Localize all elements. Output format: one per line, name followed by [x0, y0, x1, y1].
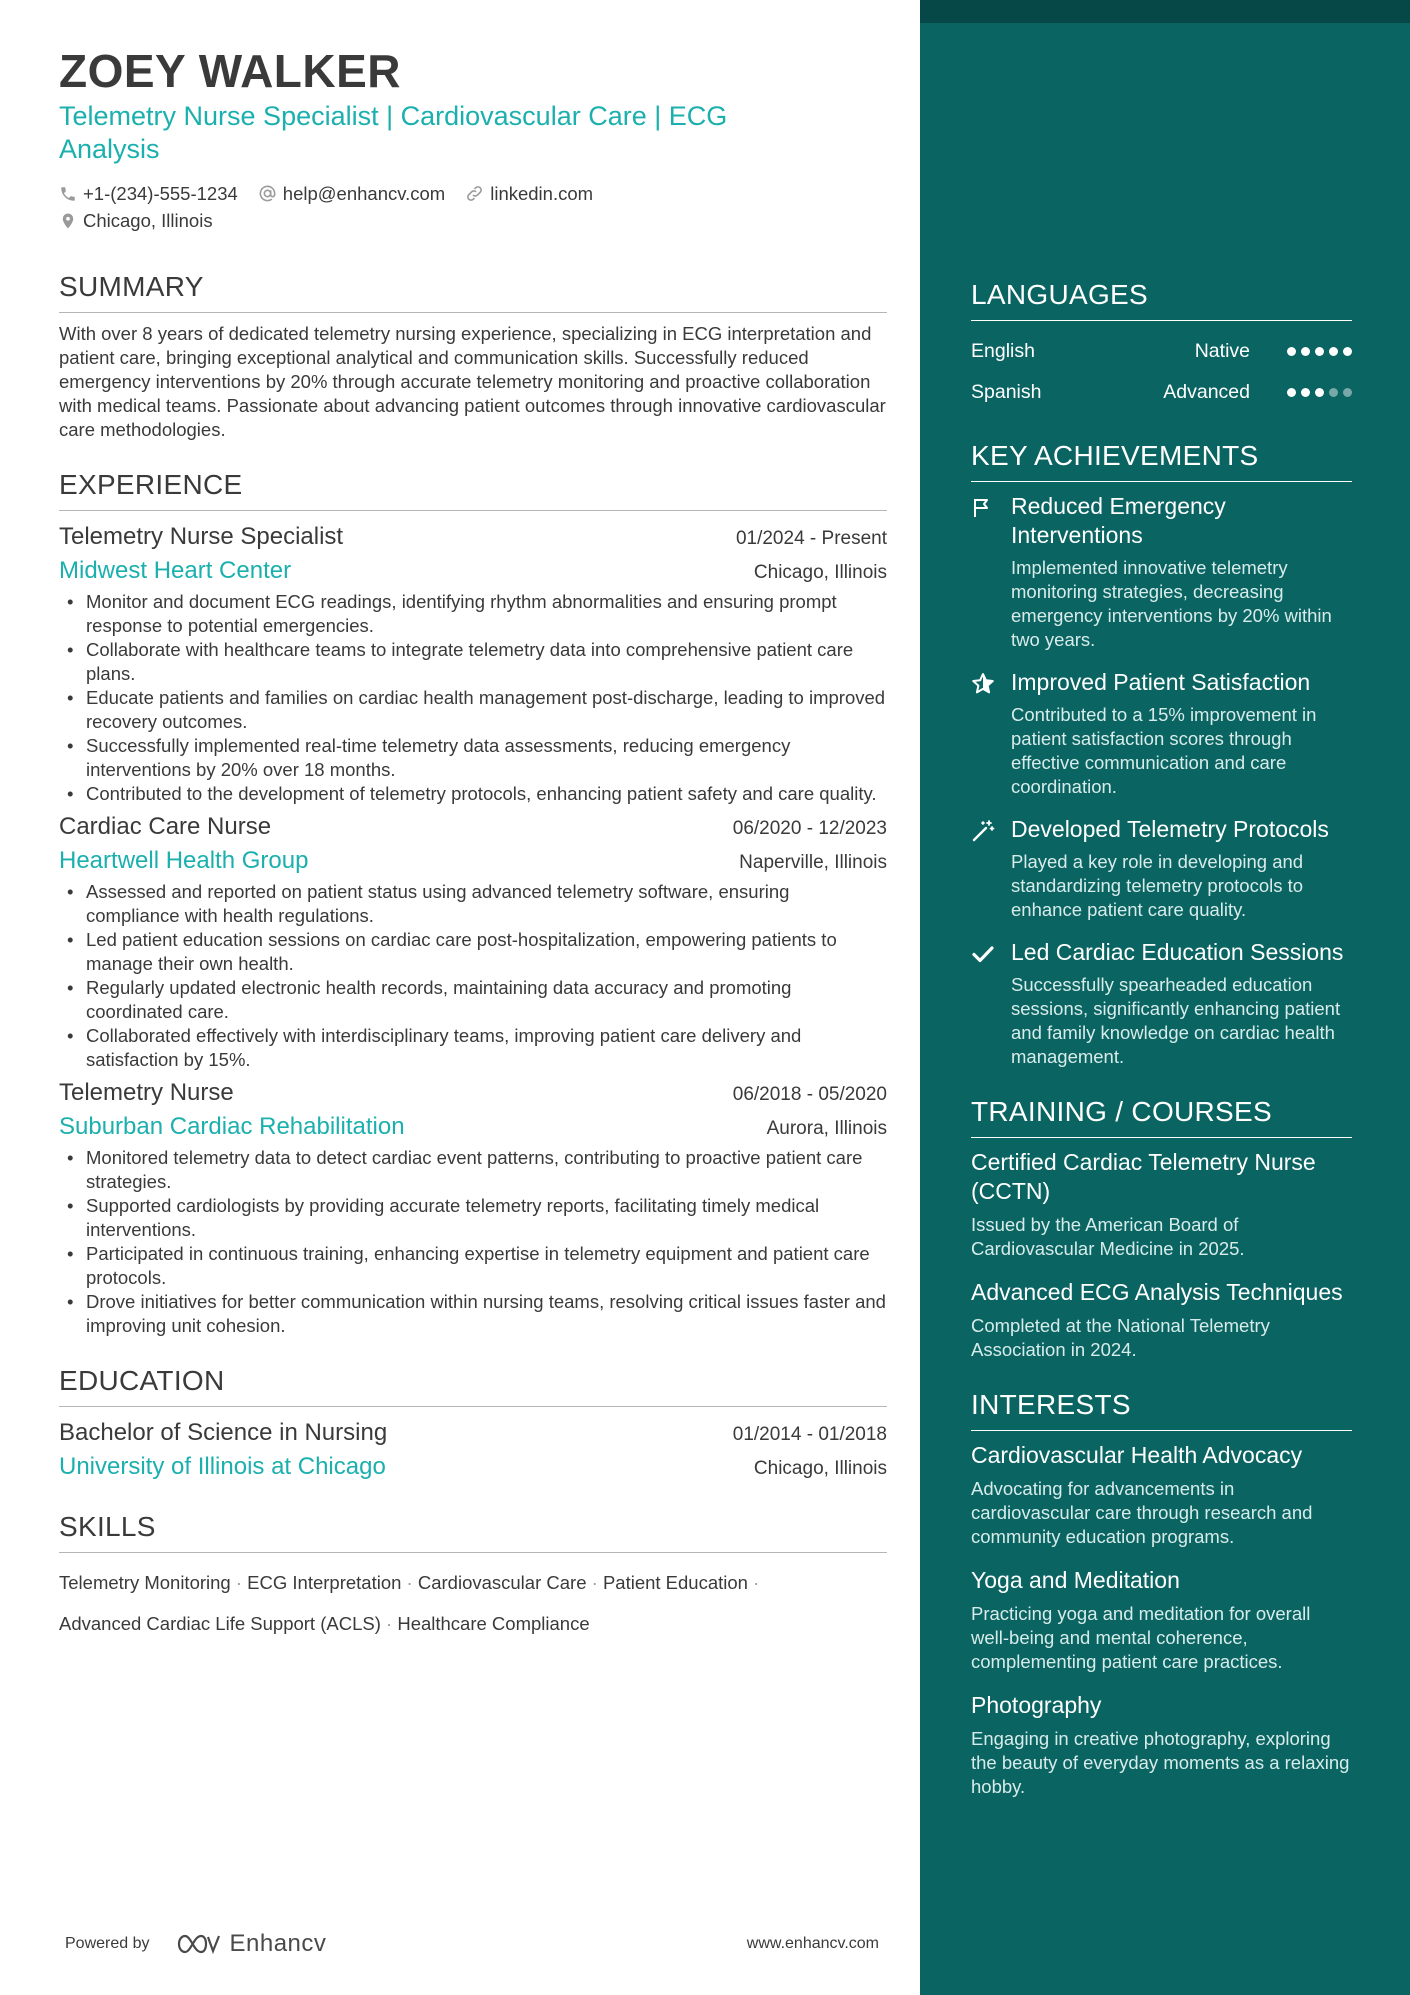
job-dates: 01/2024 - Present: [735, 528, 887, 549]
experience-section: [59, 468, 887, 1338]
interests-section: [971, 1388, 1352, 1799]
course-desc: Completed at the National Telemetry Association in 2024.: [971, 1315, 1270, 1360]
rating-dot-filled: [1301, 347, 1310, 356]
link-icon: [465, 184, 484, 203]
achievement-desc: Successfully spearheaded education sessions, significantly enhancing patient and family knowledge on cardiac health management.: [1011, 974, 1341, 1067]
rating-dot-filled: [1315, 347, 1324, 356]
education-location: Chicago, Illinois: [753, 1458, 887, 1479]
interest-item: [971, 1566, 1352, 1674]
candidate-name: ZOEY WALKER: [59, 45, 402, 97]
flag-icon: [971, 496, 995, 520]
language-rating: [1282, 388, 1352, 397]
job-role: Cardiac Care Nurse: [59, 813, 272, 840]
rating-dot-filled: [1343, 347, 1352, 356]
enhancv-logo[interactable]: [176, 1930, 327, 1958]
location-contact: [59, 210, 213, 232]
job-entry: [59, 520, 887, 806]
interest-title: Yoga and Meditation: [971, 1567, 1180, 1593]
achievements-title: KEY ACHIEVEMENTS: [971, 439, 1352, 482]
achievement-title: Reduced Emergency Interventions: [1011, 493, 1226, 548]
bullet-item: • Successfully implemented real-time telemetry data assessments, reducing emergency interventions by 20% over 18 months.: [59, 734, 887, 782]
language-row: [971, 331, 1352, 372]
job-company: Suburban Cardiac Rehabilitation: [59, 1113, 405, 1140]
education-dates: 01/2014 - 01/2018: [732, 1424, 887, 1445]
experience-title: EXPERIENCE: [59, 468, 887, 511]
achievement-title: Improved Patient Satisfaction: [1011, 669, 1311, 695]
rating-dot-empty: [1343, 388, 1352, 397]
rating-dot-filled: [1329, 347, 1338, 356]
job-role: Telemetry Nurse: [59, 1079, 234, 1106]
location-text: Chicago, Illinois: [83, 209, 213, 231]
job-location: Chicago, Illinois: [753, 562, 887, 583]
degree: Bachelor of Science in Nursing: [59, 1419, 388, 1446]
interest-desc: Practicing yoga and meditation for overall well-being and mental coherence, complementing patient care practices.: [971, 1603, 1311, 1672]
achievement-title: Developed Telemetry Protocols: [1011, 816, 1329, 842]
sidebar: [920, 0, 1410, 1995]
job-entry: [59, 810, 887, 1072]
bullet-item: • Collaborate with healthcare teams to integrate telemetry data into comprehensive patient care plans.: [59, 638, 887, 686]
powered-by-text: Powered by: [65, 1935, 150, 1952]
interest-item: [971, 1441, 1352, 1549]
job-entry: [59, 1076, 887, 1338]
interest-title: Cardiovascular Health Advocacy: [971, 1442, 1303, 1468]
skills-section: [59, 1510, 887, 1644]
skill-separator: ·: [753, 1572, 760, 1593]
training-section: [971, 1095, 1352, 1362]
job-company: Heartwell Health Group: [59, 847, 309, 874]
skill-separator: ·: [235, 1572, 243, 1593]
achievement-desc: Played a key role in developing and standardizing telemetry protocols to enhance patient care quality.: [1011, 851, 1304, 920]
language-level: Advanced: [1163, 381, 1250, 403]
course-desc: Issued by the American Board of Cardiovascular Medicine in 2025.: [971, 1214, 1245, 1259]
website-link[interactable]: www.enhancv.com: [746, 1935, 879, 1952]
skills-row: [59, 1562, 887, 1603]
rating-dot-filled: [1315, 388, 1324, 397]
sidebar-top-bar: [920, 0, 1410, 23]
location-pin-icon: [59, 212, 77, 230]
achievement-item: [971, 492, 1352, 652]
skills-row: [59, 1603, 887, 1644]
bullet-item: • Educate patients and families on cardiac health management post-discharge, leading to improved recovery outcomes.: [59, 686, 887, 734]
interest-desc: Advocating for advancements in cardiovascular care through research and community education programs.: [971, 1478, 1313, 1547]
contact-info: [59, 180, 887, 234]
achievement-title: Led Cardiac Education Sessions: [1011, 939, 1344, 965]
job-dates: 06/2018 - 05/2020: [732, 1084, 887, 1105]
job-bullets: [59, 880, 887, 1072]
summary-title: SUMMARY: [59, 270, 887, 313]
achievement-item: [971, 815, 1352, 922]
education-section: [59, 1364, 887, 1484]
bullet-item: • Participated in continuous training, enhancing expertise in telemetry equipment and patient care protocols.: [59, 1242, 887, 1290]
skill-separator: ·: [591, 1572, 598, 1593]
rating-dot-filled: [1287, 388, 1296, 397]
job-role: Telemetry Nurse Specialist: [59, 523, 344, 550]
interest-desc: Engaging in creative photography, exploring the beauty of everyday moments as a relaxing hobby.: [971, 1728, 1350, 1797]
email-text: help@enhancv.com: [282, 182, 446, 204]
skills-title: SKILLS: [59, 1510, 887, 1553]
achievement-desc: Implemented innovative telemetry monitoring strategies, decreasing emergency interventions by 20% within two years.: [1011, 557, 1332, 650]
skill-separator: ·: [406, 1572, 413, 1593]
bullet-item: • Drove initiatives for better communication within nursing teams, resolving critical issues faster and improving unit cohesion.: [59, 1290, 887, 1338]
bullet-item: • Led patient education sessions on cardiac care post-hospitalization, empowering patients to manage their own health.: [59, 928, 887, 976]
education-title: EDUCATION: [59, 1364, 887, 1407]
brand-name: Enhancv: [229, 1930, 327, 1957]
language-level: Native: [1194, 340, 1250, 362]
bullet-item: • Monitor and document ECG readings, identifying rhythm abnormalities and ensuring prompt response to potential emergencies.: [59, 590, 887, 638]
interests-title: INTERESTS: [971, 1388, 1352, 1431]
job-bullets: [59, 1146, 887, 1338]
bullet-item: • Supported cardiologists by providing accurate telemetry reports, facilitating timely medical interventions.: [59, 1194, 887, 1242]
phone-text: +1-(234)-555-1234: [83, 182, 238, 204]
headline: Telemetry Nurse Specialist | Cardiovascular Care | ECG Analysis: [59, 101, 728, 164]
at-icon: [258, 184, 277, 203]
phone-icon: [59, 185, 77, 203]
skill-item: Patient Education: [602, 1572, 748, 1593]
bullet-item: • Assessed and reported on patient status using advanced telemetry software, ensuring compliance with health regulations.: [59, 880, 887, 928]
school: University of Illinois at Chicago: [59, 1453, 386, 1480]
interest-title: Photography: [971, 1692, 1102, 1718]
bullet-item: • Regularly updated electronic health records, maintaining data accuracy and promoting coordinated care.: [59, 976, 887, 1024]
rating-dot-empty: [1329, 388, 1338, 397]
course-title: Advanced ECG Analysis Techniques: [971, 1279, 1343, 1305]
job-bullets: [59, 590, 887, 806]
rating-dot-filled: [1301, 388, 1310, 397]
skill-item: Healthcare Compliance: [397, 1613, 590, 1634]
languages-section: [971, 278, 1352, 413]
skill-item: Advanced Cardiac Life Support (ACLS): [59, 1613, 381, 1634]
phone-contact[interactable]: [59, 183, 238, 205]
footer: [65, 1930, 879, 1958]
linkedin-text: linkedin.com: [490, 182, 594, 204]
skill-item: Telemetry Monitoring: [59, 1572, 231, 1593]
magic-wand-icon: [971, 819, 995, 843]
bullet-item: • Collaborated effectively with interdisciplinary teams, improving patient care delivery and satisfaction by 15%.: [59, 1024, 887, 1072]
language-name: Spanish: [971, 381, 1042, 403]
summary-section: [59, 270, 887, 442]
language-row: [971, 372, 1352, 413]
skill-separator: ·: [386, 1613, 393, 1634]
enhancv-logo-icon: [176, 1932, 222, 1956]
job-location: Aurora, Illinois: [766, 1118, 887, 1139]
job-company: Midwest Heart Center: [59, 557, 292, 584]
course-item: [971, 1278, 1352, 1362]
course-item: [971, 1148, 1352, 1261]
achievement-desc: Contributed to a 15% improvement in patient satisfaction scores through effective communication and care coordination.: [1011, 704, 1317, 797]
course-title: Certified Cardiac Telemetry Nurse (CCTN): [971, 1149, 1316, 1204]
language-name: English: [971, 340, 1035, 362]
achievement-item: [971, 668, 1352, 799]
interest-item: [971, 1691, 1352, 1799]
job-location: Naperville, Illinois: [739, 852, 887, 873]
email-contact[interactable]: [258, 183, 445, 205]
achievement-item: [971, 938, 1352, 1069]
language-rating: [1282, 347, 1352, 356]
job-dates: 06/2020 - 12/2023: [732, 818, 887, 839]
skill-item: Cardiovascular Care: [417, 1572, 587, 1593]
skill-item: ECG Interpretation: [247, 1572, 402, 1593]
languages-title: LANGUAGES: [971, 278, 1352, 321]
star-icon: [971, 672, 995, 696]
checkmark-icon: [971, 942, 995, 966]
linkedin-contact[interactable]: [465, 183, 593, 205]
summary-text: With over 8 years of dedicated telemetry nursing experience, specializing in ECG interpretation and patient care, bringing exceptional analytical and communication skills. Successfully reduced emergency interventions by 20% through accurate telemetry monitoring and proactive collaboration with medical teams. Passionate about advancing patient outcomes through innovative cardiovascular care methodologies.: [59, 323, 886, 440]
training-title: TRAINING / COURSES: [971, 1095, 1352, 1138]
bullet-item: • Contributed to the development of telemetry protocols, enhancing patient safety and care quality.: [59, 782, 887, 806]
bullet-item: • Monitored telemetry data to detect cardiac event patterns, contributing to proactive patient care strategies.: [59, 1146, 887, 1194]
achievements-section: [971, 439, 1352, 1069]
rating-dot-filled: [1287, 347, 1296, 356]
